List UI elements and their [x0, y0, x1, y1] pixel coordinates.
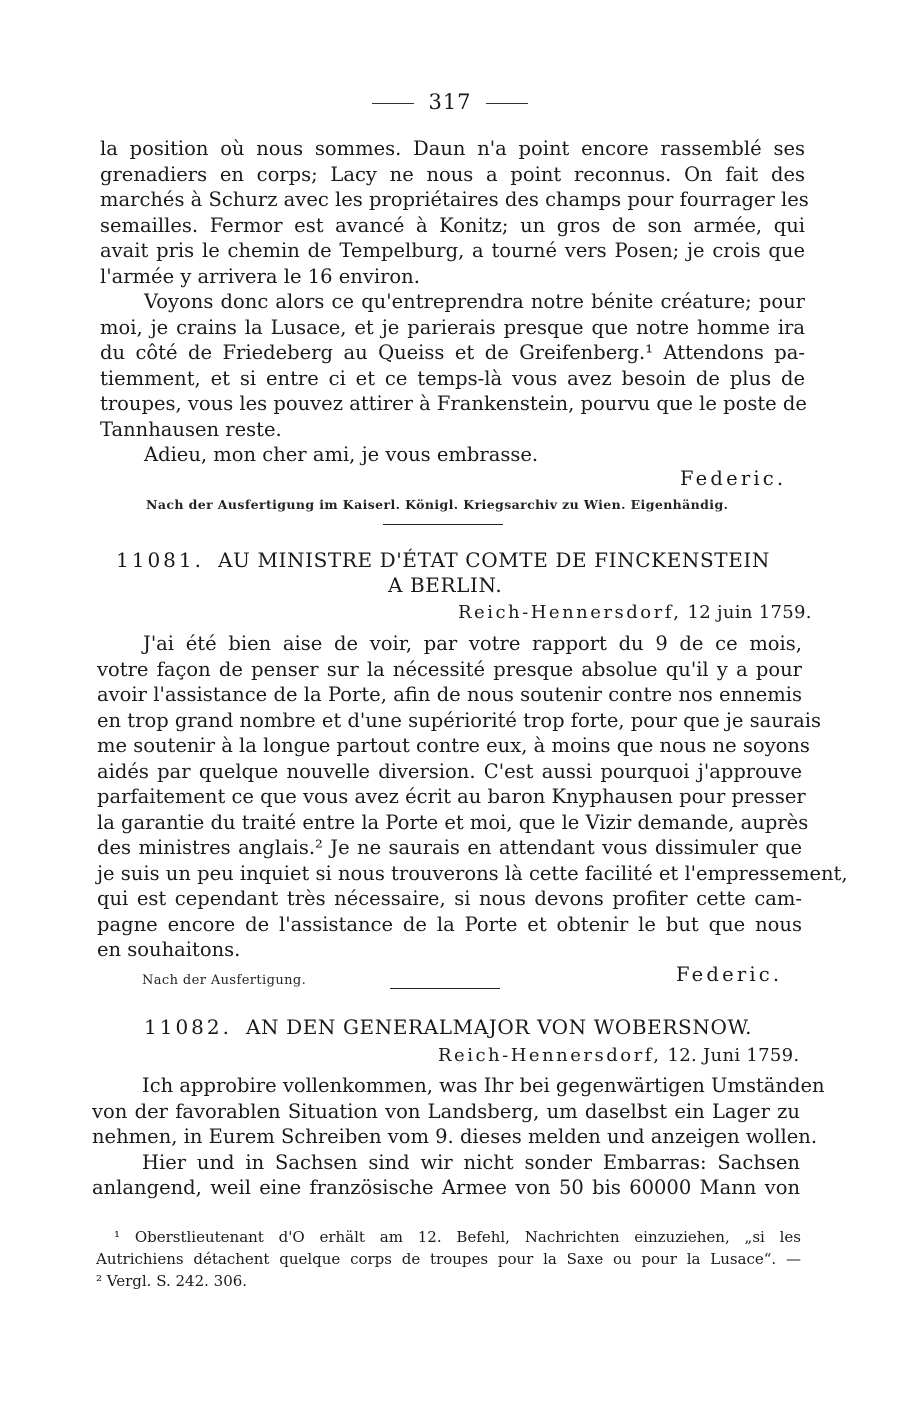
letter-heading [116, 548, 770, 572]
text-line: Hier und in Sachsen sind wir nicht sonder Embarras: Sachsen [142, 1150, 800, 1174]
letter-number: 11082. [144, 1015, 232, 1039]
text-line: en souhaitons. [97, 938, 241, 961]
text-line: pagne encore de l'assistance de la Porte et obtenir le but que nous [97, 912, 802, 936]
text-line: qui est cependant très nécessaire, si nous devons profiter cette cam- [97, 887, 802, 910]
text-line: avoir l'assistance de la Porte, afin de nous soutenir contre nos ennemis [97, 683, 802, 706]
date: 12 juin 1759. [687, 602, 812, 623]
page-header [0, 90, 900, 114]
letter-heading [144, 1015, 752, 1039]
text-line: Voyons donc alors ce qu'entreprendra notre bénite créature; pour [144, 290, 805, 313]
letter-number: 11081. [116, 548, 204, 572]
top-text-block [100, 136, 809, 468]
text-line: anlangend, weil eine französische Armee von 50 bis 60000 Mann von [92, 1176, 800, 1199]
signature: Federic. [680, 467, 787, 490]
text-line: nehmen, in Eurem Schreiben vom 9. dieses melden und anzeigen wollen. [92, 1125, 818, 1148]
text-line: la garantie du traité entre la Porte et moi, que le Vizir demande, auprès [97, 810, 809, 834]
footnote-line: ² Vergl. S. 242. 306. [96, 1272, 248, 1290]
place-date [458, 602, 812, 623]
text-line: marchés à Schurz avec les propriétaires des champs pour fourrager les [100, 188, 809, 211]
text-line: votre façon de penser sur la nécessité presque absolue qu'il y a pour [97, 657, 802, 681]
section-divider [383, 524, 503, 525]
section-divider [390, 988, 500, 989]
text-line: grenadiers en corps; Lacy ne nous a point reconnus. On fait des [100, 162, 805, 186]
text-line: J'ai été bien aise de voir, par votre rapport du 9 de ce mois, [143, 632, 802, 655]
header-rule-left [372, 103, 414, 104]
text-line: troupes, vous les pouvez attirer à Frankenstein, pourvu que le poste de [100, 392, 807, 415]
text-line: parfaitement ce que vous avez écrit au baron Knyphausen pour presser [97, 785, 806, 808]
letter-body [92, 1073, 825, 1201]
text-line: Tannhausen reste. [100, 417, 282, 441]
page-number: 317 [428, 90, 472, 114]
text-line: von der favorablen Situation von Landsberg, um daselbst ein Lager zu [92, 1099, 800, 1123]
text-line: moi, je crains la Lusace, et je parierais presque que notre homme ira [100, 315, 805, 339]
letter-body [97, 631, 848, 963]
text-line: avait pris le chemin de Tempelburg, a tourné vers Posen; je crois que [100, 239, 805, 262]
text-line: aidés par quelque nouvelle diversion. C'est aussi pourquoi j'approuve [97, 759, 802, 783]
place: Reich-Hennersdorf, [458, 602, 682, 623]
source-note: Nach der Ausfertigung im Kaiserl. Königl. Kriegsarchiv zu Wien. Eigenhändig. [146, 497, 729, 512]
text-line: me soutenir à la longue partout contre eux, à moins que nous ne soyons [97, 734, 810, 757]
date: 12. Juni 1759. [667, 1045, 800, 1066]
text-line: semailles. Fermor est avancé à Konitz; un gros de son armée, qui [100, 213, 805, 237]
footnote-line: Autrichiens détachent quelque corps de troupes pour la Saxe ou pour la Lusace“. — [96, 1250, 801, 1268]
text-line: je suis un peu inquiet si nous trouverons là cette facilité et l'empressement, [97, 861, 848, 885]
text-line: Adieu, mon cher ami, je vous embrasse. [144, 443, 539, 466]
text-line: des ministres anglais.² Je ne saurais en attendant vous dissimuler que [97, 836, 802, 859]
letter-title: AN DEN GENERALMAJOR VON WOBERSNOW. [245, 1015, 753, 1039]
text-line: la position où nous sommes. Daun n'a point encore rassemblé ses [100, 137, 805, 160]
letter-title: AU MINISTRE D'ÉTAT COMTE DE FINCKENSTEIN [217, 548, 771, 572]
footnote-line: ¹ Oberstlieutenant d'O erhält am 12. Befehl, Nachrichten einzuziehen, „si les [114, 1228, 801, 1246]
text-line: du côté de Friedeberg au Queiss et de Greifenberg.¹ Attendons pa- [100, 341, 805, 364]
source-note: Nach der Ausfertigung. [142, 973, 307, 988]
signature: Federic. [676, 963, 783, 986]
text-line: l'armée y arrivera le 16 environ. [100, 264, 420, 288]
letter-title-line2: A BERLIN. [388, 573, 503, 597]
place-date [438, 1045, 799, 1066]
text-line: tiemment, et si entre ci et ce temps-là vous avez besoin de plus de [100, 366, 805, 390]
text-line: en trop grand nombre et d'une supériorité trop forte, pour que je saurais [97, 708, 822, 732]
header-rule-right [486, 103, 528, 104]
footnotes [96, 1226, 801, 1292]
place: Reich-Hennersdorf, [438, 1045, 662, 1066]
text-line: Ich approbire vollenkommen, was Ihr bei gegenwärtigen Umständen [142, 1074, 825, 1097]
